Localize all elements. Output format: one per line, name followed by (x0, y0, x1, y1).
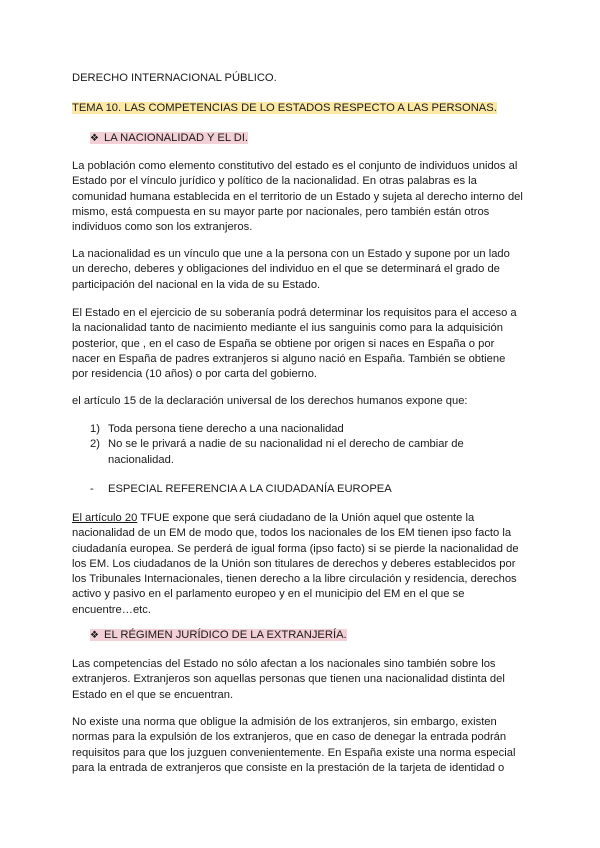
paragraph-articulo-20 (72, 511, 524, 618)
paragraph-nacionalidad-vinculo: La nacionalidad es un vínculo que une a la persona con un Estado y supone por un lado un derecho, deberes y obligaciones del individuo en el que se determinará el grado de participación del nacional en la vida de su Estado. (72, 248, 510, 291)
section-heading-extranjeria-text: EL RÉGIMEN JURÍDICO DE LA EXTRANJERÍA. (104, 629, 347, 641)
articulo-20-link[interactable]: El artículo 20 (72, 512, 138, 524)
diamond-bullet-icon: ❖ (90, 630, 99, 641)
list-item (90, 422, 520, 437)
paragraph-competencias-estado: Las competencias del Estado no sólo afectan a los nacionales sino también sobre los extranjeros. Extranjeros son aquellas personas que tienen una nacionalidad distinta del Estado en el que se encuentran. (72, 658, 505, 701)
section-heading-extranjeria (90, 628, 347, 643)
document-header: DERECHO INTERNACIONAL PÚBLICO. (72, 72, 277, 84)
paragraph-soberania: El Estado en el ejercicio de su soberanía podrá determinar los requisitos para el acceso a la nacionalidad tanto de nacimiento mediante el ius sanguinis como para la adquisición posterior, que , en el caso de España se obtiene por origen si naces en España o por nacer en España de padres extranjeros si alguno nació en España. También se obtiene por residencia (10 años) o por carta del gobierno. (72, 307, 517, 381)
section-heading-nacionalidad (90, 131, 248, 146)
list-item (90, 437, 520, 468)
section-heading-nacionalidad-highlight (90, 132, 248, 144)
paragraph-poblacion: La población como elemento constitutivo del estado es el conjunto de individuos unidos al Estado por el vínculo jurídico y político de la nacionalidad. En otras palabras es la comunidad humana establecida en el territorio de un Estado y sujeta al derecho interno del mismo, está compuesta en su mayor parte por nacionales, pero también están otros individuos como son los extranjeros. (72, 160, 523, 234)
tema-title (72, 101, 497, 116)
section-heading-extranjeria-highlight (90, 629, 347, 641)
subsection-ciudadania-europea (90, 482, 392, 497)
paragraph-articulo-20-text: TFUE expone que será ciudadano de la Unión aquel que ostente la nacionalidad de un EM de modo que, todos los nacionales de los EM tienen ipso facto la ciudadanía europea. Se perderá de igual forma (ipso facto) si se pierde la nacionalidad de los EM. Los ciudadanos de la Unión son titulares de derechos y deberes establecidos por los Tribunales Internacionales, tienen derecho a la libre circulación y residencia, derechos activo y pasivo en el parlamento europeo y en el municipio del EM en el que se encuentre…etc. (72, 512, 519, 616)
ordered-list (90, 422, 520, 468)
list-item-text: Toda persona tiene derecho a una nacionalidad (108, 423, 344, 435)
subsection-ciudadania-europea-text: ESPECIAL REFERENCIA A LA CIUDADANÍA EUROPEA (108, 483, 392, 495)
paragraph-articulo-15: el artículo 15 de la declaración universal de los derechos humanos expone que: (72, 395, 468, 407)
tema-title-text: TEMA 10. LAS COMPETENCIAS DE LO ESTADOS RESPECTO A LAS PERSONAS. (72, 102, 497, 114)
section-heading-nacionalidad-text: LA NACIONALIDAD Y EL DI. (104, 132, 249, 144)
diamond-bullet-icon: ❖ (90, 133, 99, 144)
list-item-text: No se le privará a nadie de su nacionalidad ni el derecho de cambiar de nacionalidad. (108, 438, 464, 466)
list-item-number: 1) (90, 423, 100, 435)
paragraph-admision-extranjeros: No existe una norma que obligue la admisión de los extranjeros, sin embargo, existen normas para la expulsión de los extranjeros, que en caso de denegar la entrada podrán requisitos para que los juzguen convenientemente. En España existe una norma especial para la entrada de extranjeros que consiste en la prestación de la tarjeta de identidad o (72, 716, 516, 774)
list-item-number: 2) (90, 438, 100, 451)
dash-bullet-icon: - (90, 483, 94, 495)
